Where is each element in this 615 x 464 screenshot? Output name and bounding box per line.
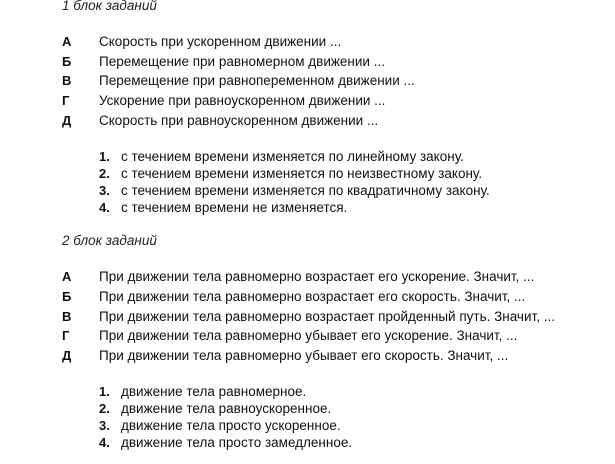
answer-text: движение тела равномерное. xyxy=(121,384,307,399)
question-letter: Б xyxy=(62,54,72,69)
answer-number: 2. xyxy=(99,166,110,181)
answer-text: движение тела просто замедленное. xyxy=(121,435,353,450)
answer-text: с течением времени не изменяется. xyxy=(121,200,348,215)
question-text: При движении тела равномерно возрастает его скорость. Значит, ... xyxy=(99,289,526,304)
question-text: При движении тела равномерно возрастает пройденный путь. Значит, ... xyxy=(99,309,555,324)
question-text: При движении тела равномерно возрастает его ускорение. Значит, ... xyxy=(99,269,535,284)
question-letter: Д xyxy=(62,113,72,128)
answer-number: 4. xyxy=(99,435,110,450)
block-2-question-d xyxy=(0,346,615,366)
block-1-question-v xyxy=(0,71,615,91)
block-2-question-v xyxy=(0,307,615,327)
block-2-title: 2 блок заданий xyxy=(62,233,157,248)
block-1-answer-2 xyxy=(0,165,615,182)
block-2-question-g xyxy=(0,326,615,346)
block-1-answer-3 xyxy=(0,182,615,199)
answer-number: 3. xyxy=(99,418,110,433)
block-2-question-a xyxy=(0,267,615,287)
block-2-answer-4 xyxy=(0,434,615,451)
question-text: Скорость при ускоренном движении ... xyxy=(99,34,342,49)
answer-number: 4. xyxy=(99,200,110,215)
answer-text: с течением времени изменяется по линейному закону. xyxy=(121,149,464,164)
question-text: Перемещение при равномерном движении ... xyxy=(99,54,385,69)
question-letter: Г xyxy=(62,93,70,108)
block-1-question-d xyxy=(0,111,615,131)
answer-text: движение тела равноускоренное. xyxy=(121,401,332,416)
question-letter: Г xyxy=(62,328,70,343)
block-1-answer-1 xyxy=(0,148,615,165)
answer-text: с течением времени изменяется по квадратичному закону. xyxy=(121,183,490,198)
question-text: Скорость при равноускоренном движении ... xyxy=(99,113,379,128)
question-letter: А xyxy=(62,269,72,284)
answer-number: 1. xyxy=(99,384,110,399)
answer-number: 1. xyxy=(99,149,110,164)
block-2-answer-1 xyxy=(0,383,615,400)
answer-text: с течением времени изменяется по неизвестному закону. xyxy=(121,166,483,181)
answer-number: 3. xyxy=(99,183,110,198)
question-text: Ускорение при равноускоренном движении ... xyxy=(99,93,386,108)
block-1-question-b xyxy=(0,52,615,72)
block-1-answer-4 xyxy=(0,199,615,216)
block-2-answer-3 xyxy=(0,417,615,434)
question-letter: Б xyxy=(62,289,72,304)
question-text: Перемещение при равнопеременном движении ... xyxy=(99,73,415,88)
block-1-question-a xyxy=(0,32,615,52)
answer-text: движение тела просто ускоренное. xyxy=(121,418,341,433)
question-text: При движении тела равномерно убывает его скорость. Значит, ... xyxy=(99,348,509,363)
question-text: При движении тела равномерно убывает его ускорение. Значит, ... xyxy=(99,328,518,343)
block-2-answer-2 xyxy=(0,400,615,417)
question-letter: В xyxy=(62,309,72,324)
block-1-question-g xyxy=(0,91,615,111)
answer-number: 2. xyxy=(99,401,110,416)
block-1-title: 1 блок заданий xyxy=(62,0,157,13)
question-letter: А xyxy=(62,34,72,49)
block-2-question-b xyxy=(0,287,615,307)
question-letter: В xyxy=(62,73,72,88)
question-letter: Д xyxy=(62,348,72,363)
